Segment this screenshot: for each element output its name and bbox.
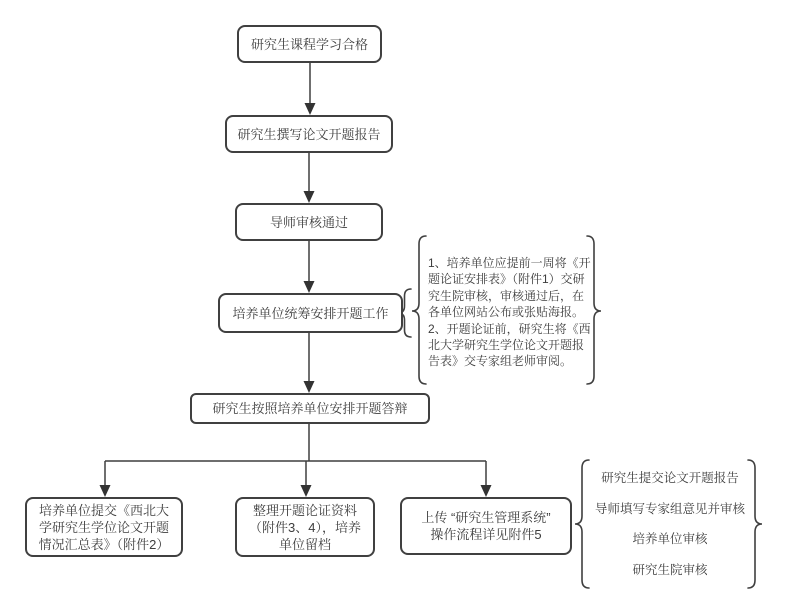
flow-node-unit-arrange-label: 培养单位统筹安排开题工作: [232, 305, 389, 321]
flow-node-write-proposal: [225, 115, 393, 153]
flow-node-unit-arrange: [218, 293, 403, 333]
flow-node-upload-system-line1: 上传 “研究生管理系统”: [421, 510, 551, 525]
schedule-note-line6: 北大学研究生学位论文开题报: [428, 338, 585, 353]
flow-node-archive-line2: （附件3、4），培养: [249, 519, 361, 535]
schedule-note-line2: 题论证安排表》（附件1）交研: [428, 272, 585, 287]
system-step-3: 培养单位审核: [632, 532, 708, 547]
flow-node-archive-line1: 整理开题论证资料: [252, 502, 357, 518]
flow-node-summary-table: [25, 497, 183, 557]
flow-node-archive: [235, 497, 375, 557]
flow-node-summary-table-line3: 情况汇总表》（附件2）: [38, 536, 170, 552]
flow-node-write-proposal-label: 研究生撰写论文开题报告: [237, 126, 381, 142]
system-steps-list: [592, 462, 748, 584]
arrowhead-to-summary: [100, 485, 111, 497]
flow-node-upload-system-line2: 操作流程详见附件5: [430, 527, 542, 542]
arrowhead-to-advisor: [304, 191, 315, 203]
flow-node-archive-line3: 单位留档: [278, 536, 331, 552]
schedule-note-line5: 2、开题论证前，研究生将《西: [428, 321, 591, 336]
arrowhead-to-upload: [481, 485, 492, 497]
schedule-note-line1: 1、培养单位应提前一周将《开: [428, 256, 591, 270]
left-brace-system-steps-icon: [575, 460, 589, 588]
flow-node-upload-system: [400, 497, 572, 555]
flow-node-defense-label: 研究生按照培养单位安排开题答辩: [212, 401, 408, 416]
system-step-2: 导师填写专家组意见并审核: [594, 501, 745, 516]
right-brace-system-steps-icon: [748, 460, 762, 588]
schedule-note-line7: 告表》交专家组老师审阅。: [428, 354, 573, 369]
flow-node-summary-table-line2: 学研究生学位论文开题: [38, 519, 169, 535]
schedule-note-line4: 各单位网站公布或张贴海报。: [428, 305, 585, 320]
flow-node-course-pass-label: 研究生课程学习合格: [250, 36, 368, 52]
flow-node-defense: [190, 393, 430, 424]
arrowhead-to-unit: [304, 281, 315, 293]
flow-node-course-pass: [237, 25, 382, 63]
flow-node-advisor-review-label: 导师审核通过: [269, 214, 348, 230]
arrowhead-to-defense: [304, 381, 315, 393]
schedule-note-line3: 究生院审核，审核通过后，在: [428, 288, 585, 303]
flow-node-summary-table-line1: 培养单位提交《西北大: [38, 502, 169, 518]
schedule-note: [428, 255, 590, 370]
left-brace-schedule-note-icon: [412, 236, 426, 384]
flow-node-advisor-review: [235, 203, 383, 241]
system-step-4: 研究生院审核: [632, 562, 708, 577]
arrowhead-to-archive: [301, 485, 312, 497]
arrowhead-to-write: [305, 103, 316, 115]
system-step-1: 研究生提交论文开题报告: [601, 471, 739, 486]
